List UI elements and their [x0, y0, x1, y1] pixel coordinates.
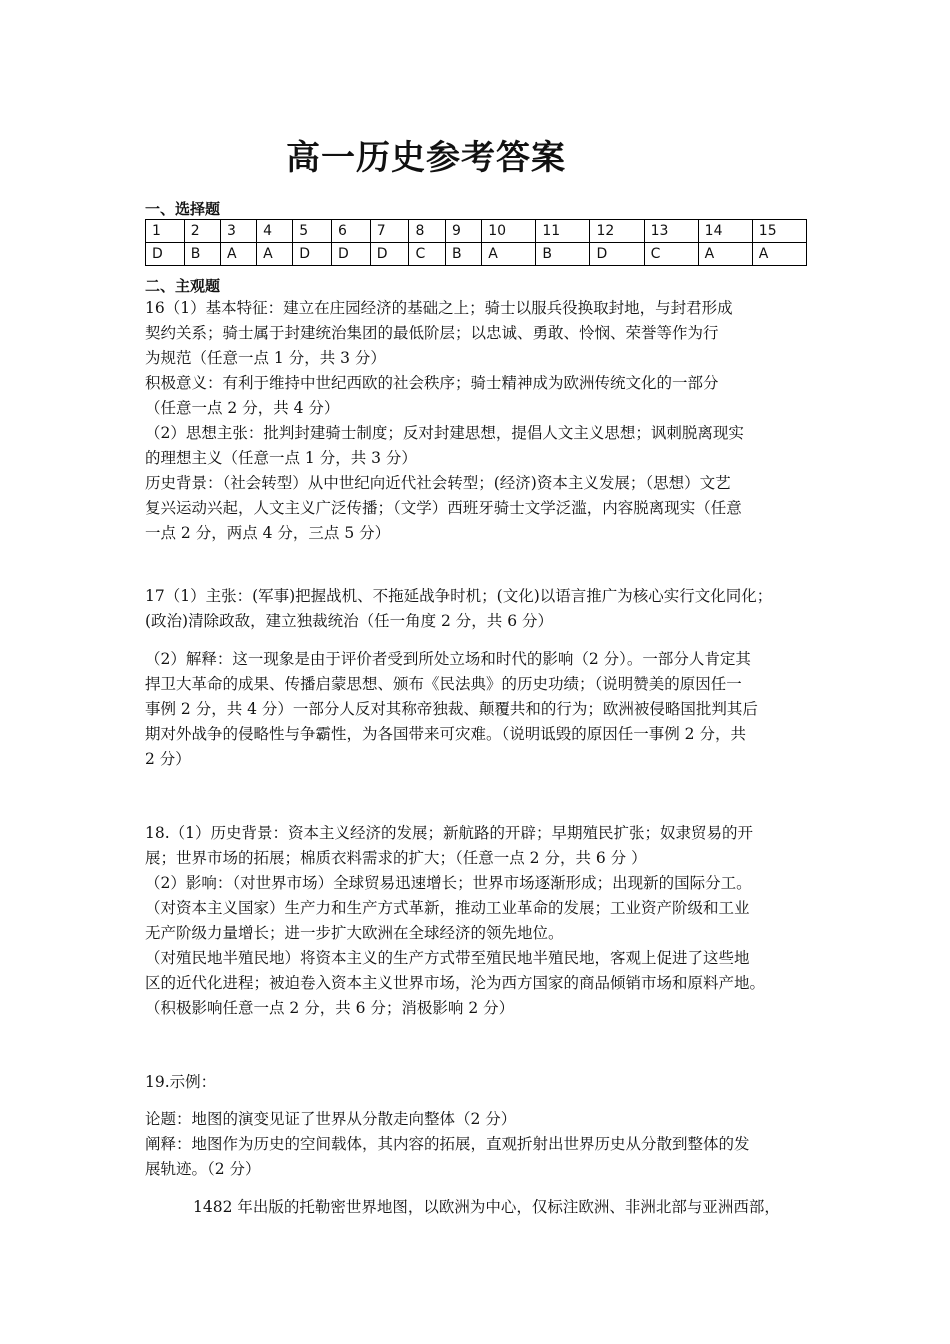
- table-cell: B: [536, 243, 590, 266]
- text-line: 无产阶级力量增长；进一步扩大欧洲在全球经济的领先地位。: [145, 924, 564, 942]
- text-line: （任意一点 2 分，共 4 分）: [145, 399, 340, 417]
- text-line: 的理想主义（任意一点 1 分，共 3 分）: [145, 449, 417, 467]
- table-cell: A: [752, 243, 806, 266]
- table-cell: D: [370, 243, 409, 266]
- text-line: 区的近代化进程；被迫卷入资本主义世界市场，沦为西方国家的商品倾销市场和原料产地。: [145, 974, 766, 992]
- text-line: 事例 2 分，共 4 分）一部分人反对其称帝独裁、颠覆共和的行为；欧洲被侵略国批判其后: [145, 700, 758, 718]
- table-cell: D: [293, 243, 332, 266]
- text-line: 契约关系；骑士属于封建统治集团的最低阶层；以忠诚、勇敢、怜悯、荣誉等作为行: [145, 324, 719, 342]
- text-line: 为规范（任意一点 1 分，共 3 分）: [145, 349, 386, 367]
- text-line: （对资本主义国家）生产力和生产方式革新，推动工业革命的发展；工业资产阶级和工业: [145, 899, 750, 917]
- text-line: （2）思想主张：批判封建骑士制度；反对封建思想，提倡人文主义思想；讽刺脱离现实: [145, 424, 744, 442]
- table-cell: 13: [644, 220, 698, 243]
- text-line: (政治)清除政敌，建立独裁统治（任一角度 2 分，共 6 分）: [145, 612, 554, 630]
- text-line: 复兴运动兴起，人文主义广泛传播；（文学）西班牙骑士文学泛滥，内容脱离现实（任意: [145, 499, 742, 517]
- text-line: 一点 2 分，两点 4 分，三点 5 分）: [145, 524, 391, 542]
- section-heading-choice: 一、选择题: [145, 200, 221, 218]
- table-cell: D: [146, 243, 185, 266]
- table-cell: 10: [482, 220, 536, 243]
- text-line: 历史背景：（社会转型）从中世纪向近代社会转型；(经济)资本主义发展；（思想）文艺: [145, 474, 731, 492]
- table-cell: D: [331, 243, 370, 266]
- table-cell: D: [590, 243, 644, 266]
- text-line: 2 分）: [145, 750, 191, 768]
- text-line: 16（1）基本特征：建立在庄园经济的基础之上；骑士以服兵役换取封地，与封君形成: [145, 299, 733, 317]
- page-title: 高一历史参考答案: [286, 138, 566, 178]
- table-cell: B: [184, 243, 220, 266]
- text-line: 论题：地图的演变见证了世界从分散走向整体（2 分）: [145, 1110, 517, 1128]
- table-cell: 11: [536, 220, 590, 243]
- table-cell: 9: [446, 220, 482, 243]
- table-cell: 5: [293, 220, 332, 243]
- table-row-numbers: [146, 220, 807, 243]
- text-line: 19.示例：: [145, 1073, 217, 1091]
- text-line: 积极意义：有利于维持中世纪西欧的社会秩序；骑士精神成为欧洲传统文化的一部分: [145, 374, 719, 392]
- text-line: 捍卫大革命的成果、传播启蒙思想、颁布《民法典》的历史功绩；（说明赞美的原因任一: [145, 675, 742, 693]
- section-heading-subjective: 二、主观题: [145, 277, 221, 295]
- table-cell: C: [644, 243, 698, 266]
- table-cell: A: [482, 243, 536, 266]
- table-cell: A: [698, 243, 752, 266]
- text-line: 展轨迹。（2 分）: [145, 1160, 261, 1178]
- text-line: 展；世界市场的拓展；棉质衣料需求的扩大；（任意一点 2 分，共 6 分 ）: [145, 849, 647, 867]
- text-line: （对殖民地半殖民地）将资本主义的生产方式带至殖民地半殖民地，客观上促进了这些地: [145, 949, 750, 967]
- table-cell: A: [220, 243, 256, 266]
- table-cell: 12: [590, 220, 644, 243]
- table-cell: 14: [698, 220, 752, 243]
- answer-table: [145, 219, 807, 266]
- text-line: 1482 年出版的托勒密世界地图，以欧洲为中心，仅标注欧洲、非洲北部与亚洲西部，: [193, 1198, 780, 1216]
- table-cell: 4: [257, 220, 293, 243]
- text-line: 期对外战争的侵略性与争霸性，为各国带来可灾难。（说明诋毁的原因任一事例 2 分，共: [145, 725, 746, 743]
- table-cell: 7: [370, 220, 409, 243]
- text-line: 17（1）主张：(军事)把握战机、不拖延战争时机；(文化)以语言推广为核心实行文化同化；: [145, 587, 773, 605]
- table-cell: 1: [146, 220, 185, 243]
- table-cell: 3: [220, 220, 256, 243]
- table-cell: C: [409, 243, 446, 266]
- text-line: （积极影响任意一点 2 分，共 6 分；消极影响 2 分）: [145, 999, 515, 1017]
- table-cell: A: [257, 243, 293, 266]
- table-cell: B: [446, 243, 482, 266]
- table-cell: 6: [331, 220, 370, 243]
- text-line: （2）解释：这一现象是由于评价者受到所处立场和时代的影响（2 分）。一部分人肯定其: [145, 650, 751, 668]
- table-row-answers: [146, 243, 807, 266]
- table-cell: 15: [752, 220, 806, 243]
- table-cell: 2: [184, 220, 220, 243]
- table-cell: 8: [409, 220, 446, 243]
- text-line: 阐释：地图作为历史的空间载体，其内容的拓展，直观折射出世界历史从分散到整体的发: [145, 1135, 750, 1153]
- text-line: （2）影响：（对世界市场）全球贸易迅速增长；世界市场逐渐形成；出现新的国际分工。: [145, 874, 752, 892]
- text-line: 18.（1）历史背景：资本主义经济的发展；新航路的开辟；早期殖民扩张；奴隶贸易的开: [145, 824, 754, 842]
